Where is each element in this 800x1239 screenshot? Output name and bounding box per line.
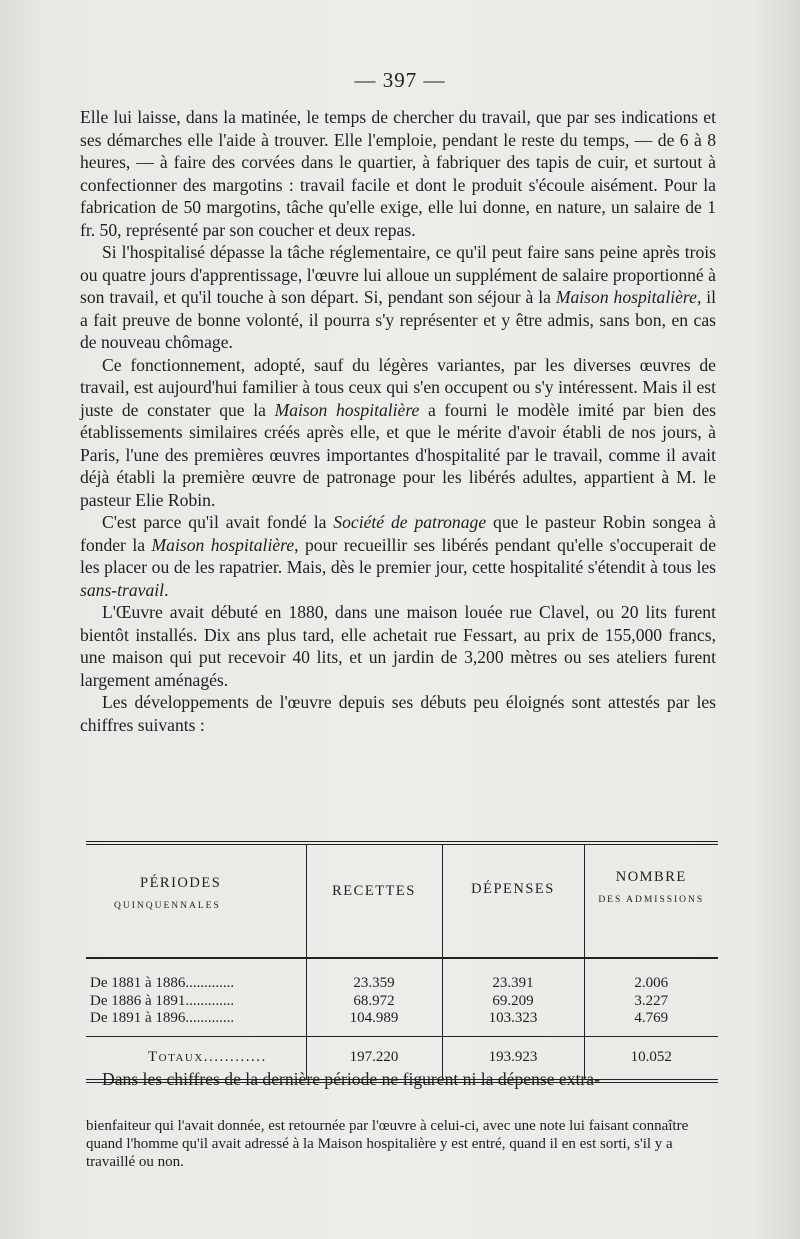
- table-body-row: [86, 958, 718, 1036]
- header-nombre-label: NOMBRE: [615, 869, 687, 885]
- after-table-text: Dans les chiffres de la dernière période ne figurent ni la dépense extra-: [102, 1069, 600, 1089]
- table-header-row: [86, 843, 718, 958]
- header-recettes: [306, 843, 442, 958]
- statistics-table: [86, 841, 718, 1083]
- text-run: L'Œuvre avait débuté en 1880, dans une maison louée rue Clavel, ou 20 lits furent bientôt installés. Dix ans plus tard, elle achetait rue Fessart, au prix de 155,000 francs, une maison qui put recevoir 40 lits, et un jardin de 3,200 mètres ou ses ateliers furent largement aménagés.: [80, 602, 716, 690]
- admissions-value: 4.769: [634, 1010, 669, 1026]
- paragraph: [80, 106, 716, 241]
- header-periodes-label: PÉRIODES: [140, 875, 222, 891]
- paragraph: [80, 691, 716, 736]
- period-label: De 1891 à 1896.............: [90, 1010, 235, 1026]
- depenses-cell: [442, 958, 584, 1036]
- header-depenses: [442, 843, 584, 958]
- text-run: que le pasteur Robin songea à fonder la: [80, 512, 716, 555]
- period-label: De 1881 à 1886.............: [90, 975, 235, 991]
- total-label-text: Totaux............: [148, 1049, 267, 1065]
- italic-run: Maison hospitalière: [555, 287, 697, 307]
- recettes-cell: [306, 958, 442, 1036]
- italic-run: sans-travail: [80, 579, 165, 600]
- footnote: bienfaiteur qui l'avait donnée, est retournée par l'œuvre à celui-ci, avec une note lui faisant connaître quand l'homme qu'il avait adressé à la Maison hospitalière y est entré, quand il en est sorti, s'il y a travaillé ou non.: [86, 1118, 689, 1170]
- total-recettes: 197.220: [306, 1036, 442, 1081]
- recettes-value: 23.359: [353, 975, 395, 991]
- header-periodes: [86, 843, 306, 958]
- page-number: — 397 —: [354, 68, 446, 92]
- total-depenses: 193.923: [442, 1036, 584, 1081]
- header-recettes-label: RECETTES: [332, 883, 416, 899]
- period-label: De 1886 à 1891.............: [90, 992, 235, 1009]
- period-cell: [86, 958, 306, 1036]
- text-run: , il a fait preuve de bonne volonté, il pourra s'y représenter et y être admis, sans bon, en cas de nouveau chômage.: [80, 287, 717, 352]
- italic-run: Maison hospitalière: [274, 399, 420, 420]
- text-run: C'est parce qu'il avait fondé la: [102, 512, 334, 532]
- header-nombre: [584, 843, 718, 958]
- text-run: , pour recueillir ses libérés pendant qu'elle s'occuperait de les placer ou de les rapatrier. Mais, dès le premier jour, cette hospitalité s'étendit à tous les: [80, 534, 717, 577]
- italic-run: Maison hospitalière: [151, 534, 295, 555]
- italic-run: Société de patronage: [333, 512, 487, 532]
- total-admissions: 10.052: [584, 1036, 718, 1081]
- recettes-value: 68.972: [353, 992, 395, 1009]
- text-run: Les développements de l'œuvre depuis ses débuts peu éloignés sont attestés par les chiffres suivants :: [80, 692, 716, 735]
- text-run: Si l'hospitalisé dépasse la tâche réglementaire, ce qu'il peut faire sans peine après trois ou quatre jours d'apprentissage, l'œuvre lui alloue un supplément de salaire proportionné à son travail, et qu'il touche à son départ. Si, pendant son séjour à la: [80, 242, 716, 307]
- paragraph: [80, 241, 716, 354]
- admissions-value: 3.227: [634, 992, 669, 1009]
- paragraph: [80, 511, 716, 601]
- text-run: a fourni le modèle imité par bien des établissements similaires créés après elle, et que le mérite d'avoir établi de nos jours, à Paris, l'une des premières œuvres importantes d'hospitalité par le travail, comme il avait déjà établi la première œuvre de patronage pour les libérés adultes, appartient à M. le pasteur Elie Robin.: [80, 399, 717, 510]
- header-depenses-label: DÉPENSES: [471, 881, 555, 897]
- text-run: Elle lui laisse, dans la matinée, le temps de chercher du travail, que par ses indications et ses démarches elle l'aide à trouver. Elle l'emploie, pendant le reste du temps, — de 6 à 8 heures, — à faire des corvées dans le quartier, à fabriquer des tapis de cuir, et surtout à confectionner des margotins : travail facile et dont le produit s'écoule aisément. Pour la fabrication de 50 margotins, tâche qu'elle exige, elle lui donne, en nature, un salaire de 1 fr. 50, représenté par son coucher et deux repas.: [80, 107, 716, 240]
- admissions-cell: [584, 958, 718, 1036]
- recettes-value: 104.989: [349, 1010, 399, 1026]
- main-text: [80, 106, 716, 736]
- depenses-value: 23.391: [492, 975, 534, 991]
- depenses-value: 69.209: [492, 992, 534, 1009]
- depenses-value: 103.323: [488, 1010, 538, 1026]
- admissions-value: 2.006: [634, 975, 669, 991]
- text-run: .: [164, 579, 169, 600]
- header-periodes-sub: QUINQUENNALES: [114, 901, 221, 911]
- paragraph: [80, 354, 716, 512]
- paragraph: [80, 601, 716, 691]
- text-run: Ce fonctionnement, adopté, sauf du légères variantes, par les diverses œuvres de travail, est aujourd'hui familier à tous ceux qui s'en occupent ou s'y intéressent. Mais il est juste de constater que la: [80, 354, 716, 420]
- header-nombre-sub: DES ADMISSIONS: [598, 895, 705, 905]
